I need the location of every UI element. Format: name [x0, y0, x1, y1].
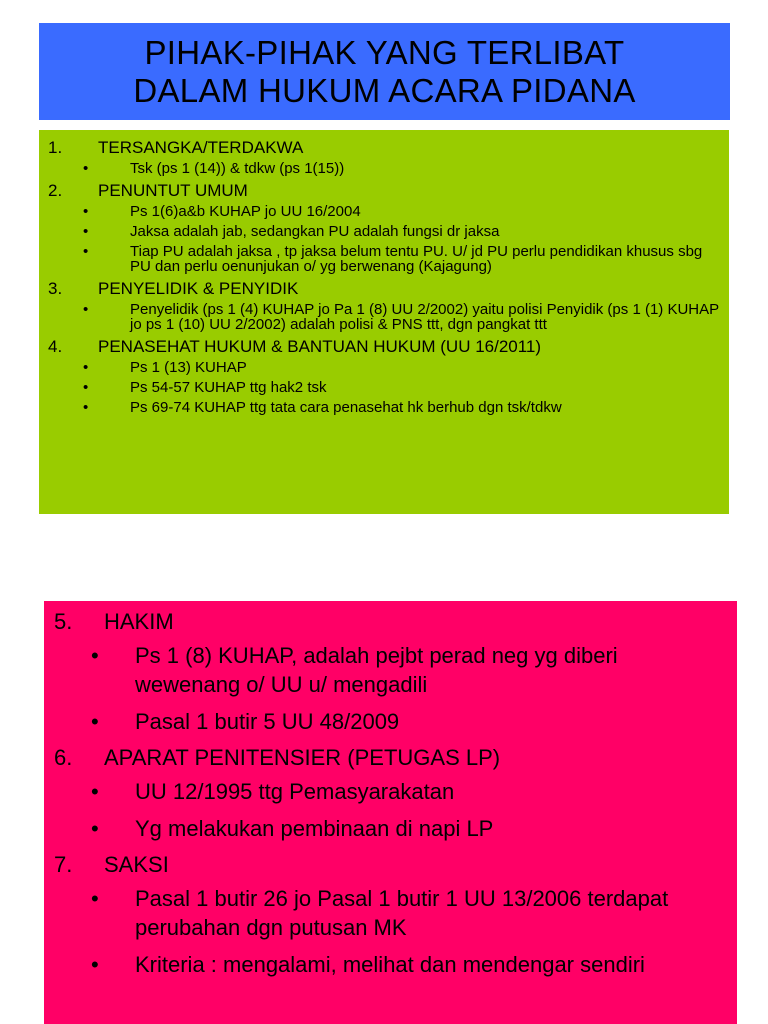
list-item-label: PENUNTUT UMUM	[98, 181, 248, 200]
bullet-icon: •	[83, 379, 89, 396]
list-item	[44, 744, 737, 772]
sub-list-item	[39, 302, 729, 332]
list-item-number: 1.	[48, 138, 63, 157]
sub-list-item	[44, 641, 737, 699]
bullet-icon: •	[83, 223, 89, 240]
list-item-label: TERSANGKA/TERDAKWA	[98, 138, 304, 157]
bullet-icon: •	[91, 643, 99, 668]
list-item	[44, 851, 737, 879]
list-item-number: 6.	[54, 745, 73, 770]
sub-list-item	[39, 224, 729, 239]
list-item	[39, 181, 729, 200]
sub-list-text: Tsk (ps 1 (14)) & tdkw (ps 1(15))	[130, 160, 345, 177]
title-box	[39, 23, 730, 120]
sub-list-item	[39, 360, 729, 375]
pink-list-box	[44, 601, 737, 1024]
list-item-number: 5.	[54, 609, 73, 634]
title-line-2: DALAM HUKUM ACARA PIDANA	[133, 71, 636, 109]
sub-list-item	[44, 950, 737, 979]
green-list-box	[39, 130, 729, 514]
bullet-icon: •	[91, 952, 99, 977]
sub-list-item	[44, 884, 737, 942]
bullet-icon: •	[91, 779, 99, 804]
sub-list-item	[44, 814, 737, 843]
bullet-icon: •	[83, 301, 89, 318]
bullet-icon: •	[83, 359, 89, 376]
bullet-icon: •	[83, 243, 89, 260]
sub-list-text: Ps 1 (13) KUHAP	[130, 359, 247, 376]
list-item-label: PENYELIDIK & PENYIDIK	[98, 279, 299, 298]
sub-list-text: Ps 69-74 KUHAP ttg tata cara penasehat hk berhub dgn tsk/tdkw	[130, 399, 562, 416]
list-item	[39, 138, 729, 157]
list-item-label: SAKSI	[104, 852, 169, 877]
sub-list-text: Yg melakukan pembinaan di napi LP	[135, 816, 494, 841]
bullet-icon: •	[83, 160, 89, 177]
bullet-icon: •	[91, 886, 99, 911]
list-item-number: 3.	[48, 279, 63, 298]
list-item-label: APARAT PENITENSIER (PETUGAS LP)	[104, 745, 501, 770]
bullet-icon: •	[91, 709, 99, 734]
list-item	[44, 608, 737, 636]
sub-list-item	[39, 400, 729, 415]
sub-list-text: UU 12/1995 ttg Pemasyarakatan	[135, 779, 455, 804]
sub-list-text: Kriteria : mengalami, melihat dan mendengar sendiri	[135, 952, 645, 977]
title-line-1: PIHAK-PIHAK YANG TERLIBAT	[144, 33, 625, 71]
sub-list-item	[39, 244, 729, 274]
sub-list-text: Ps 1(6)a&b KUHAP jo UU 16/2004	[130, 203, 361, 220]
list-item	[39, 337, 729, 356]
sub-list-item	[44, 707, 737, 736]
sub-list-text: Tiap PU adalah jaksa , tp jaksa belum tentu PU. U/ jd PU perlu pendidikan khusus sbg PU dan perlu oenunjukan o/ yg berwenang (Kajagung)	[130, 243, 703, 275]
sub-list-item	[39, 161, 729, 176]
bullet-icon: •	[83, 203, 89, 220]
bullet-icon: •	[83, 399, 89, 416]
list-item-number: 2.	[48, 181, 63, 200]
bullet-icon: •	[91, 816, 99, 841]
list-item-label: HAKIM	[104, 609, 174, 634]
list-item-number: 4.	[48, 337, 63, 356]
sub-list-item	[44, 777, 737, 806]
list-item-number: 7.	[54, 852, 73, 877]
sub-list-text: Ps 1 (8) KUHAP, adalah pejbt perad neg yg diberi wewenang o/ UU u/ mengadili	[135, 643, 618, 697]
sub-list-text: Pasal 1 butir 26 jo Pasal 1 butir 1 UU 13/2006 terdapat perubahan dgn putusan MK	[135, 886, 669, 940]
sub-list-text: Penyelidik (ps 1 (4) KUHAP jo Pa 1 (8) UU 2/2002) yaitu polisi Penyidik (ps 1 (1) KUHAP jo ps 1 (10) UU 2/2002) adalah polisi & PNS ttt, dgn pangkat ttt	[130, 301, 719, 333]
sub-list-text: Jaksa adalah jab, sedangkan PU adalah fungsi dr jaksa	[130, 223, 500, 240]
list-item	[39, 279, 729, 298]
sub-list-text: Ps 54-57 KUHAP ttg hak2 tsk	[130, 379, 327, 396]
sub-list-item	[39, 204, 729, 219]
sub-list-item	[39, 380, 729, 395]
list-item-label: PENASEHAT HUKUM & BANTUAN HUKUM (UU 16/2011)	[98, 337, 542, 356]
sub-list-text: Pasal 1 butir 5 UU 48/2009	[135, 709, 400, 734]
